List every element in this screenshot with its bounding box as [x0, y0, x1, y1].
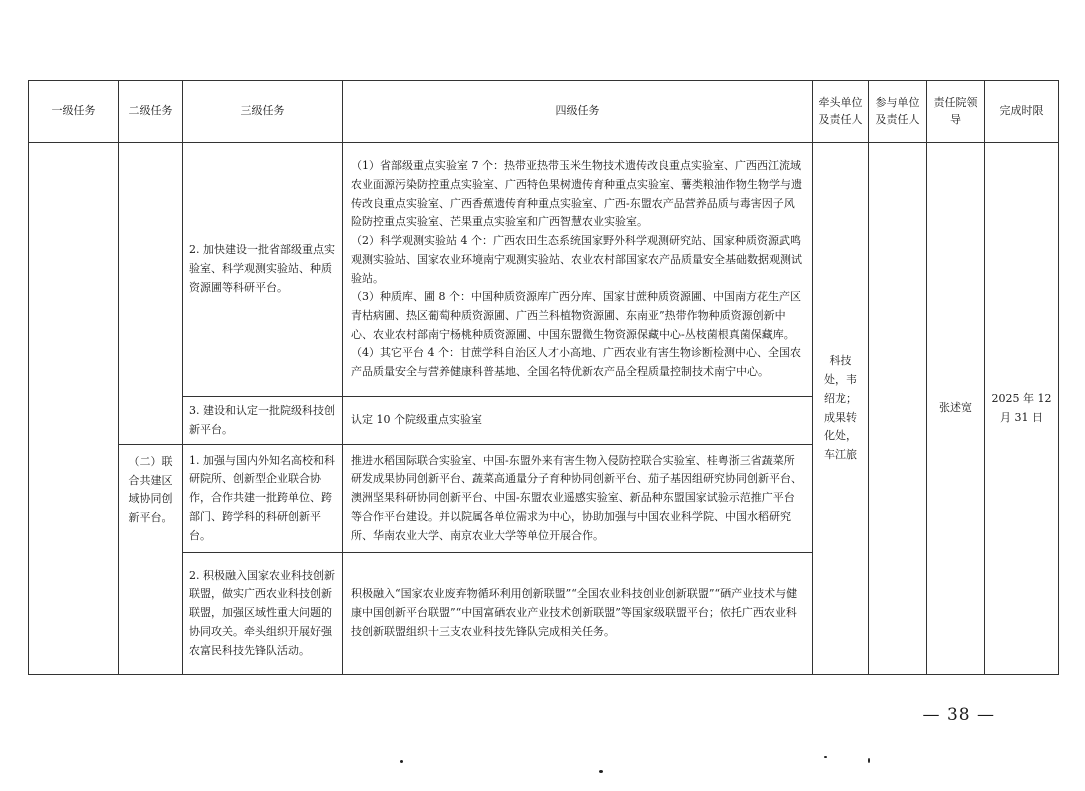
level1-cell [29, 143, 119, 675]
header-level2: 二级任务 [119, 81, 183, 143]
level2-cell-empty [119, 143, 183, 445]
level3-cell: 1. 加强与国内外知名高校和科研院所、创新型企业联合协作，合作共建一批跨单位、跨部门、跨学科的科研创新平台。 [183, 445, 343, 553]
level4-cell [343, 553, 813, 675]
level4-item: 推进水稻国际联合实验室、中国-东盟外来有害生物入侵防控联合实验室、桂粤浙三省蔬菜所研发成果协同创新平台、蔬菜高通量分子育种协同创新平台、茄子基因组研究协同创新平台、澳洲坚果科研协同创新平台、中国-东盟农业遥感实验室、新品种东盟国家试验示范推广平台等合作平台建设。并以院属各单位需求为中心，协助加强与中国农业科学院、中国水稻研究所、华南农业大学、南京农业大学等单位开展合作。 [351, 453, 802, 542]
header-leader: 责任院领导 [927, 81, 985, 143]
deadline-cell: 2025 年 12 月 31 日 [985, 143, 1059, 675]
participant-unit-cell [869, 143, 927, 675]
level4-cell [343, 143, 813, 397]
scan-speck [599, 770, 603, 773]
lead-unit-cell: 科技处，韦绍龙；成果转化处，车江旅 [813, 143, 869, 675]
level3-cell: 2. 积极融入国家农业科技创新联盟，做实广西农业科技创新联盟，加强区域性重大问题的协同攻关。牵头组织开展好强农富民科技先锋队活动。 [183, 553, 343, 675]
header-lead-unit: 牵头单位及责任人 [813, 81, 869, 143]
level4-item: （4）其它平台 4 个：甘蔗学科自治区人才小高地、广西农业有害生物诊断检测中心、全国农产品质量安全与营养健康科普基地、全国名特优新农产品全程质量控制技术南宁中心。 [351, 346, 801, 378]
header-level1: 一级任务 [29, 81, 119, 143]
header-level3: 三级任务 [183, 81, 343, 143]
level4-item: 认定 10 个院级重点实验室 [351, 413, 482, 427]
table-row [29, 143, 1059, 397]
scan-speck [400, 760, 403, 763]
level3-cell: 3. 建设和认定一批院级科技创新平台。 [183, 397, 343, 445]
level4-item: （1）省部级重点实验室 7 个：热带亚热带玉米生物技术遗传改良重点实验室、广西西江流域农业面源污染防控重点实验室、广西特色果树遗传育种重点实验室、薯类粮油作物生物学与遗传改良重点实验室、广西香蕉遗传育种重点实验室、广西-东盟农产品营养品质与毒害因子风险防控重点实验室、芒果重点实验室和广西智慧农业实验室。 [351, 159, 802, 229]
scan-speck [868, 758, 870, 763]
level4-item: （3）种质库、圃 8 个：中国种质资源库广西分库、国家甘蔗种质资源圃、中国南方花生产区青枯病圃、热区葡萄种质资源圃、广西兰科植物资源圃、东南亚”热带作物种质资源创新中心、农业农村部南宁杨桃种质资源圃、中国东盟微生物资源保藏中心-丛枝菌根真菌保藏库。 [351, 290, 801, 341]
header-participant-unit: 参与单位及责任人 [869, 81, 927, 143]
leader-cell: 张述宽 [927, 143, 985, 675]
level3-cell: 2. 加快建设一批省部级重点实验室、科学观测实验站、种质资源圃等科研平台。 [183, 143, 343, 397]
header-level4: 四级任务 [343, 81, 813, 143]
table-header-row [29, 81, 1059, 143]
level4-item: 积极融入“国家农业废弃物循环利用创新联盟”“全国农业科技创业创新联盟”“硒产业技术与健康中国创新平台联盟”“中国富硒农业产业技术创新联盟”等国家级联盟平台；依托广西农业科技创新联盟组织十三支农业科技先锋队完成相关任务。 [351, 587, 798, 638]
level2-cell: （二）联合共建区域协同创新平台。 [119, 445, 183, 675]
task-table [28, 80, 1059, 675]
header-deadline: 完成时限 [985, 81, 1059, 143]
level4-cell [343, 445, 813, 553]
scan-speck [824, 756, 827, 758]
level4-item: （2）科学观测实验站 4 个：广西农田生态系统国家野外科学观测研究站、国家种质资源武鸣观测实验站、国家农业环境南宁观测实验站、农业农村部国家农产品质量安全基础数据观测试验站。 [351, 234, 802, 285]
page-number: — 38 — [922, 705, 995, 725]
level4-cell [343, 397, 813, 445]
